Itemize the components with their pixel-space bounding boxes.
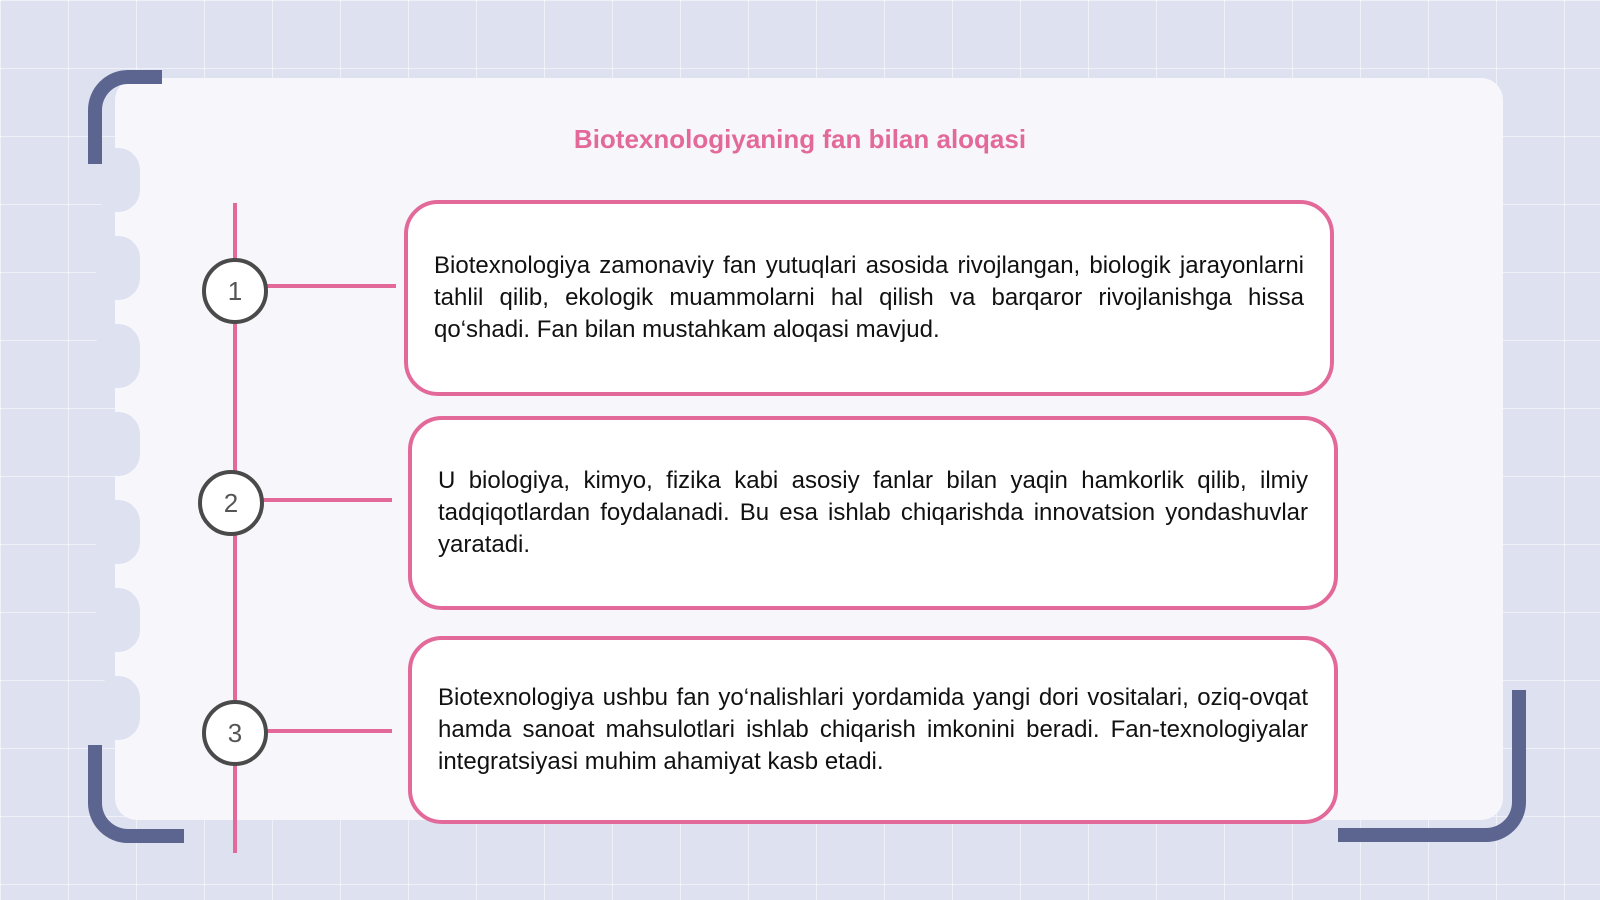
binder-notch bbox=[96, 324, 140, 388]
connector-line-3 bbox=[266, 729, 392, 733]
step-card-2 bbox=[408, 416, 1338, 610]
binder-notch bbox=[96, 236, 140, 300]
corner-bracket-bottom-right bbox=[1338, 690, 1526, 842]
step-text-3: Biotexnologiya ushbu fan yo‘nalishlari yordamida yangi dori vositalari, oziq-ovqat hamda sanoat mahsulotlari ishlab chiqarish imkonini beradi. Fan-texnologiyalar integratsiyasi muhim ahamiyat kasb etadi. bbox=[438, 684, 1308, 775]
step-text-1: Biotexnologiya zamonaviy fan yutuqlari asosida rivojlangan, biologik jarayonlarni tahlil qilib, ekologik muammolarni hal qilish va barqaror rivojlanishga hissa qo‘shadi. Fan bilan mustahkam aloqasi mavjud. bbox=[434, 252, 1304, 343]
slide-title: Biotexnologiyaning fan bilan aloqasi bbox=[573, 124, 1027, 154]
step-number-2: 2 bbox=[198, 470, 264, 536]
connector-line-2 bbox=[262, 498, 392, 502]
step-card-1 bbox=[404, 200, 1334, 396]
step-card-3 bbox=[408, 636, 1338, 824]
step-number-1: 1 bbox=[202, 258, 268, 324]
binder-notch bbox=[96, 500, 140, 564]
binder-notch bbox=[96, 676, 140, 740]
connector-line-1 bbox=[266, 284, 396, 288]
binder-notch bbox=[96, 412, 140, 476]
step-number-3: 3 bbox=[202, 700, 268, 766]
corner-bracket-bottom-left bbox=[88, 745, 184, 843]
binder-notch bbox=[96, 588, 140, 652]
step-text-2: U biologiya, kimyo, fizika kabi asosiy fanlar bilan yaqin hamkorlik qilib, ilmiy tadqiqotlardan foydalanadi. Bu esa ishlab chiqarishda innovatsion yondashuvlar yaratadi. bbox=[438, 467, 1308, 558]
